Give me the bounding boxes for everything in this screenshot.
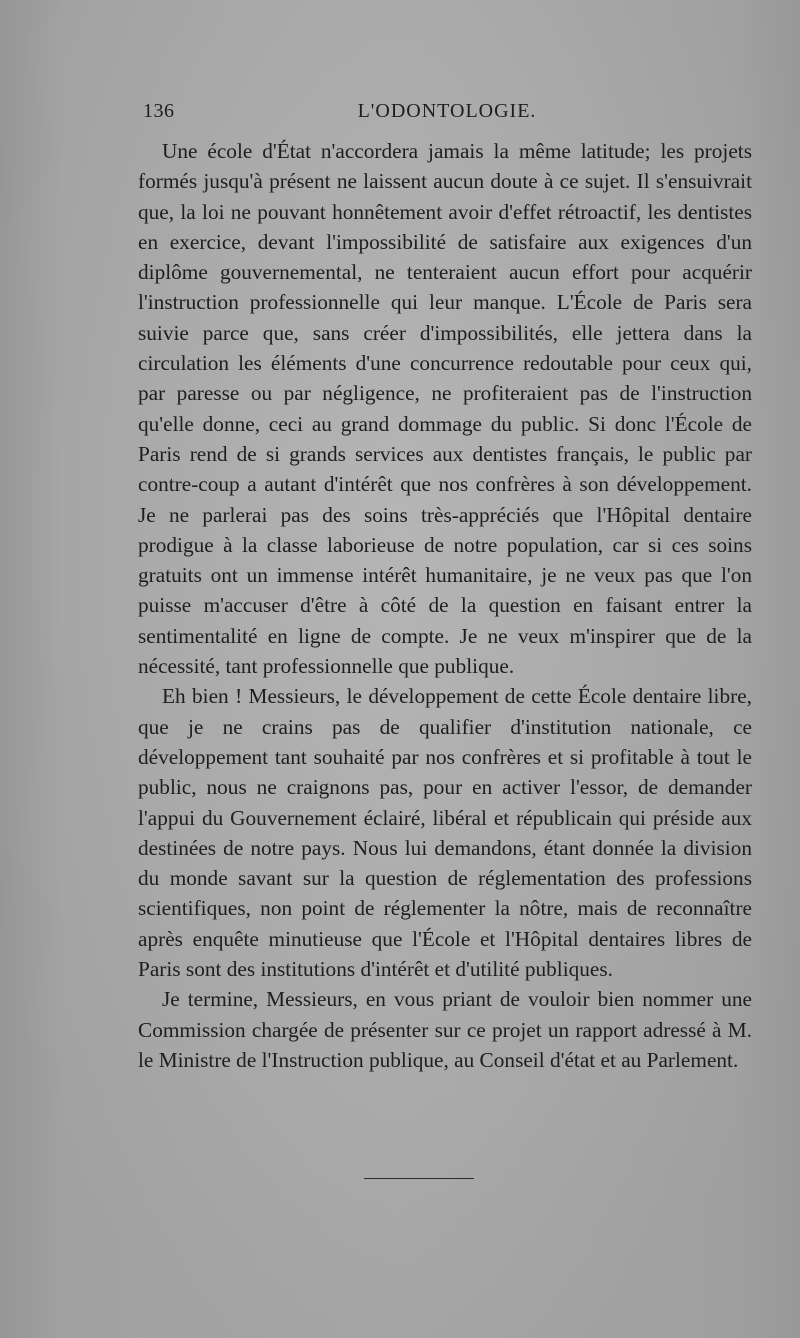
page-number: 136 [143,100,175,122]
page-header [143,100,751,130]
paragraph-1: Une école d'État n'accordera jamais la même latitude; les projets formés jusqu'à présent ne laissent aucun doute à ce sujet. Il s'ensuivrait que, la loi ne pouvant honnêtement avoir d'effet rétroactif, les dentistes en exercice, devant l'impossibilité de satisfaire aux exigences d'un diplôme gouvernemental, ne tenteraient aucun effort pour acquérir l'instruction professionnelle qui leur manque. L'École de Paris sera suivie parce que, sans créer d'impossibilités, elle jettera dans la circulation les éléments d'une concurrence redoutable pour ceux qui, par paresse ou par négligence, ne profiteraient pas de l'instruction qu'elle donne, ceci au grand dommage du public. Si donc l'École de Paris rend de si grands services aux dentistes français, le public par contre-coup a autant d'intérêt que nos confrères à son développement. Je ne parlerai pas des soins très-appréciés que l'Hôpital dentaire prodigue à la classe laborieuse de notre population, car si ces soins gratuits ont un immense intérêt humanitaire, je ne veux pas que l'on puisse m'accuser d'être à côté de la question en faisant entrer la sentimentalité en ligne de compte. Je ne veux m'inspirer que de la nécessité, tant professionnelle que publique. [138,139,752,679]
running-title: L'ODONTOLOGIE. [357,100,537,122]
body-text [138,136,752,1075]
end-rule [364,1178,474,1179]
paragraph-2: Eh bien ! Messieurs, le développement de cette École dentaire libre, que je ne crains pas de qualifier d'institution nationale, ce développement tant souhaité par nos confrères et si profitable à tout le public, nous ne craignons pas, pour en activer l'essor, de demander l'appui du Gouvernement éclairé, libéral et républicain qui préside aux destinées de notre pays. Nous lui demandons, étant donnée la division du monde savant sur la question de réglementation des professions scientifiques, non point de réglementer la nôtre, mais de reconnaître après enquête minutieuse que l'École et l'Hôpital dentaires libres de Paris sont des institutions d'intérêt et d'utilité publiques. [138,684,752,982]
paragraph-3: Je termine, Messieurs, en vous priant de vouloir bien nommer une Commission chargée de présenter sur ce projet un rapport adressé à M. le Ministre de l'Instruction publique, au Conseil d'état et au Parlement. [138,987,752,1072]
